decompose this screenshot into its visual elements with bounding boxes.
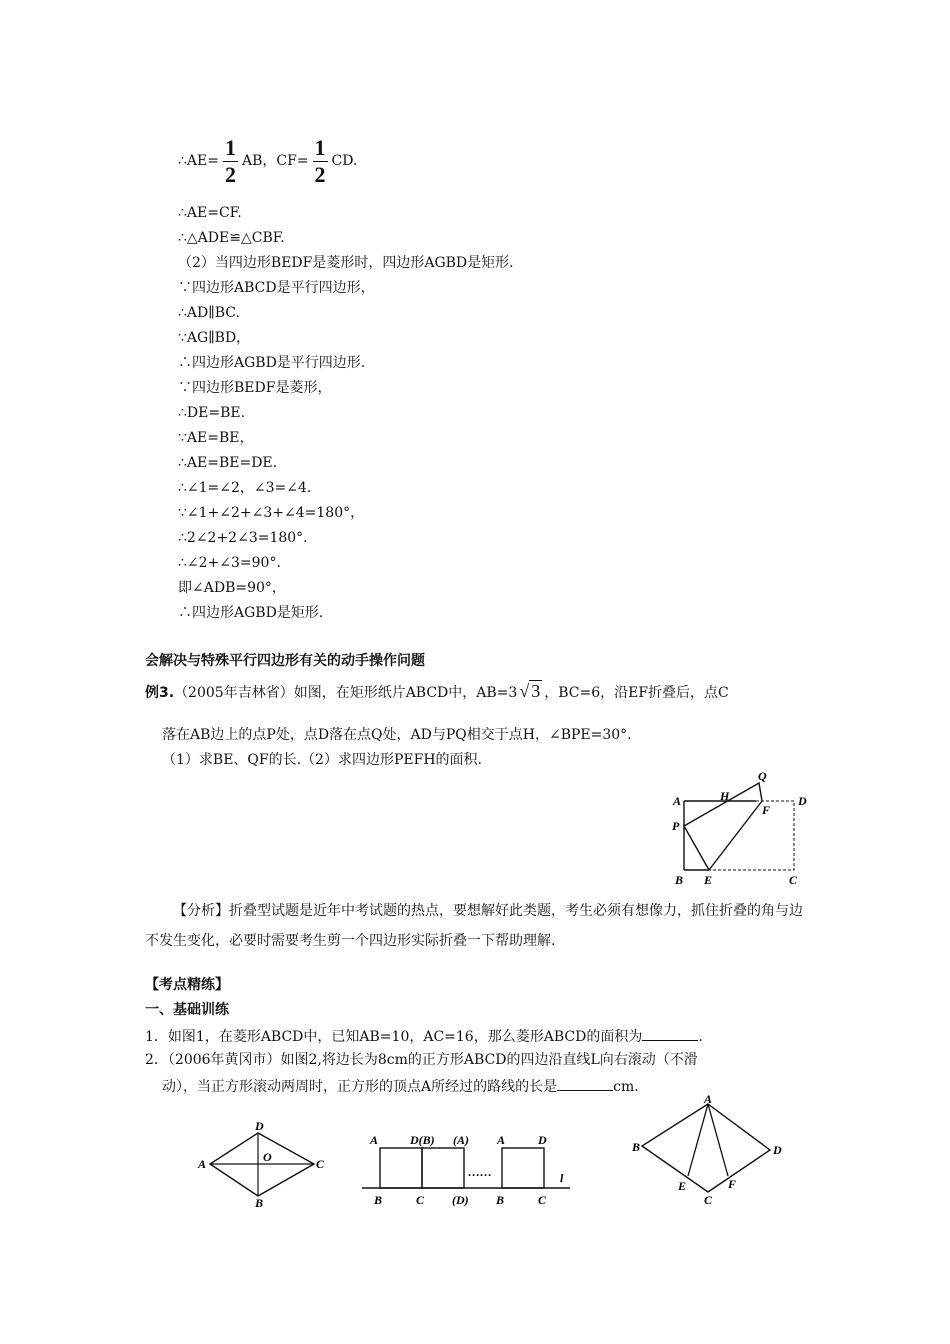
label-A2: A	[497, 1133, 506, 1147]
proof-line: ∴四边形AGBD是平行四边形.	[178, 355, 366, 371]
label-H: H	[720, 789, 730, 803]
analysis-label: 【分析】	[173, 903, 229, 919]
label-B: B	[675, 873, 684, 887]
proof-line: ∵四边形ABCD是平行四边形，	[178, 280, 375, 296]
label-A: A	[673, 794, 682, 808]
figure-3	[630, 1094, 790, 1208]
label-C: C	[704, 1193, 713, 1207]
rhombus	[642, 1104, 770, 1192]
label-B: B	[255, 1196, 264, 1208]
example-label: 例3.	[145, 685, 175, 701]
fraction	[223, 135, 238, 188]
label-Q: Q	[758, 769, 767, 783]
text: 动），当正方形滚动两周时，正方形的顶点A所经过的路线的长是	[162, 1079, 558, 1095]
proof-line: ∵AG∥BD，	[178, 330, 251, 346]
proof-line: ∴∠1=∠2，∠3=∠4.	[178, 480, 312, 496]
text: ∴AE=	[178, 153, 219, 169]
label-A: A	[198, 1157, 207, 1171]
sqrt-radicand: 3	[531, 681, 541, 701]
question-2-line2	[162, 1076, 639, 1096]
proof-line: ∵四边形BEDF是菱形，	[178, 380, 332, 396]
proof-line: ∴DE=BE.	[178, 405, 246, 421]
square-3	[502, 1148, 544, 1188]
label-F: F	[762, 803, 771, 817]
label-E: E	[678, 1179, 687, 1193]
figure-1-rhombus	[194, 1118, 330, 1208]
proof-line: 即∠ADB=90°，	[178, 580, 286, 596]
question-1	[145, 1026, 703, 1046]
label-F: F	[728, 1177, 737, 1191]
ellipsis: ……	[468, 1165, 492, 1179]
proof-line: ∴AD∥BC.	[178, 305, 240, 321]
fold-figure	[664, 768, 824, 890]
label-C: C	[416, 1193, 425, 1207]
label-B: B	[374, 1193, 383, 1207]
question-2-line1: 2．（2006年黄冈市）如图2,将边长为8cm的正方形ABCD的四边沿直线L向右滚动（不滑	[145, 1052, 698, 1068]
text: ，BC=6，沿EF折叠后，点C	[544, 685, 729, 701]
label-P: P	[672, 819, 680, 833]
label-D: D	[255, 1119, 264, 1133]
label-A-paren: (A)	[453, 1133, 469, 1147]
figure-2-rolling-square	[360, 1126, 580, 1208]
label-l: l	[560, 1171, 564, 1185]
section-heading: 会解决与特殊平行四边形有关的动手操作问题	[145, 653, 425, 669]
label-D: D	[773, 1143, 782, 1157]
text: 1．如图1，在菱形ABCD中，已知AB=10，AC=16，那么菱形ABCD的面积为	[145, 1029, 643, 1045]
text: （2005年吉林省）如图，在矩形纸片ABCD中，AB=3	[174, 685, 518, 701]
fraction-denominator: 2	[314, 161, 326, 187]
answer-blank	[557, 1076, 613, 1091]
example3-line1	[145, 678, 729, 704]
label-B: B	[632, 1140, 641, 1154]
label-A: A	[370, 1133, 379, 1147]
proof-line: ∴∠2+∠3=90°.	[178, 555, 281, 571]
practice-subheading: 一、基础训练	[145, 1002, 229, 1018]
text: AB，CF=	[241, 153, 309, 169]
practice-heading: 【考点精练】	[145, 977, 229, 993]
text: .	[698, 1029, 703, 1045]
label-C: C	[789, 873, 798, 887]
label-D-B: D(B)	[410, 1133, 435, 1147]
label-E: E	[704, 873, 713, 887]
proof-line: ∴2∠2+2∠3=180°.	[178, 530, 308, 546]
proof-line-fraction	[178, 133, 357, 189]
fraction-numerator: 1	[224, 134, 236, 160]
proof-line: ∴△ADE≌△CBF.	[178, 230, 285, 246]
text: CD.	[331, 153, 358, 169]
answer-blank	[642, 1026, 698, 1041]
label-B2: B	[496, 1193, 505, 1207]
proof-line: ∴AE=CF.	[178, 205, 242, 221]
label-D2: D	[538, 1133, 547, 1147]
example3-line3: （1）求BE、QF的长.（2）求四边形PEFH的面积.	[162, 752, 482, 768]
square-1	[380, 1148, 422, 1188]
label-C2: C	[538, 1193, 547, 1207]
label-A: A	[704, 1094, 713, 1106]
proof-line: （2）当四边形BEDF是菱形时，四边形AGBD是矩形.	[178, 255, 514, 271]
proof-line: ∴四边形AGBD是矩形.	[178, 605, 324, 621]
analysis-paragraph	[145, 896, 809, 956]
fraction-denominator: 2	[224, 161, 236, 187]
text: cm.	[613, 1079, 639, 1095]
label-O: O	[263, 1150, 272, 1164]
label-D: D	[798, 794, 807, 808]
square-2	[422, 1148, 464, 1188]
dashed-rectangle	[709, 801, 794, 870]
example3-line2: 落在AB边上的点P处，点D落在点Q处，AD与PQ相交于点H，∠BPE=30°.	[162, 727, 632, 743]
proof-line: ∵AE=BE，	[178, 430, 254, 446]
proof-line: ∴AE=BE=DE.	[178, 455, 278, 471]
fraction	[313, 135, 328, 188]
analysis-text: 折叠型试题是近年中考试题的热点，要想解好此类题，考生必须有想像力，抓住折叠的角与边不发生变化，必要时需要考生剪一个四边形实际折叠一下帮助理解.	[145, 903, 803, 949]
segment-af	[708, 1104, 728, 1176]
fraction-numerator: 1	[314, 134, 326, 160]
sqrt: √ 3	[519, 681, 541, 701]
label-C: C	[316, 1157, 325, 1171]
proof-line: ∵∠1+∠2+∠3+∠4=180°，	[178, 505, 365, 521]
label-D-paren: (D)	[452, 1193, 469, 1207]
